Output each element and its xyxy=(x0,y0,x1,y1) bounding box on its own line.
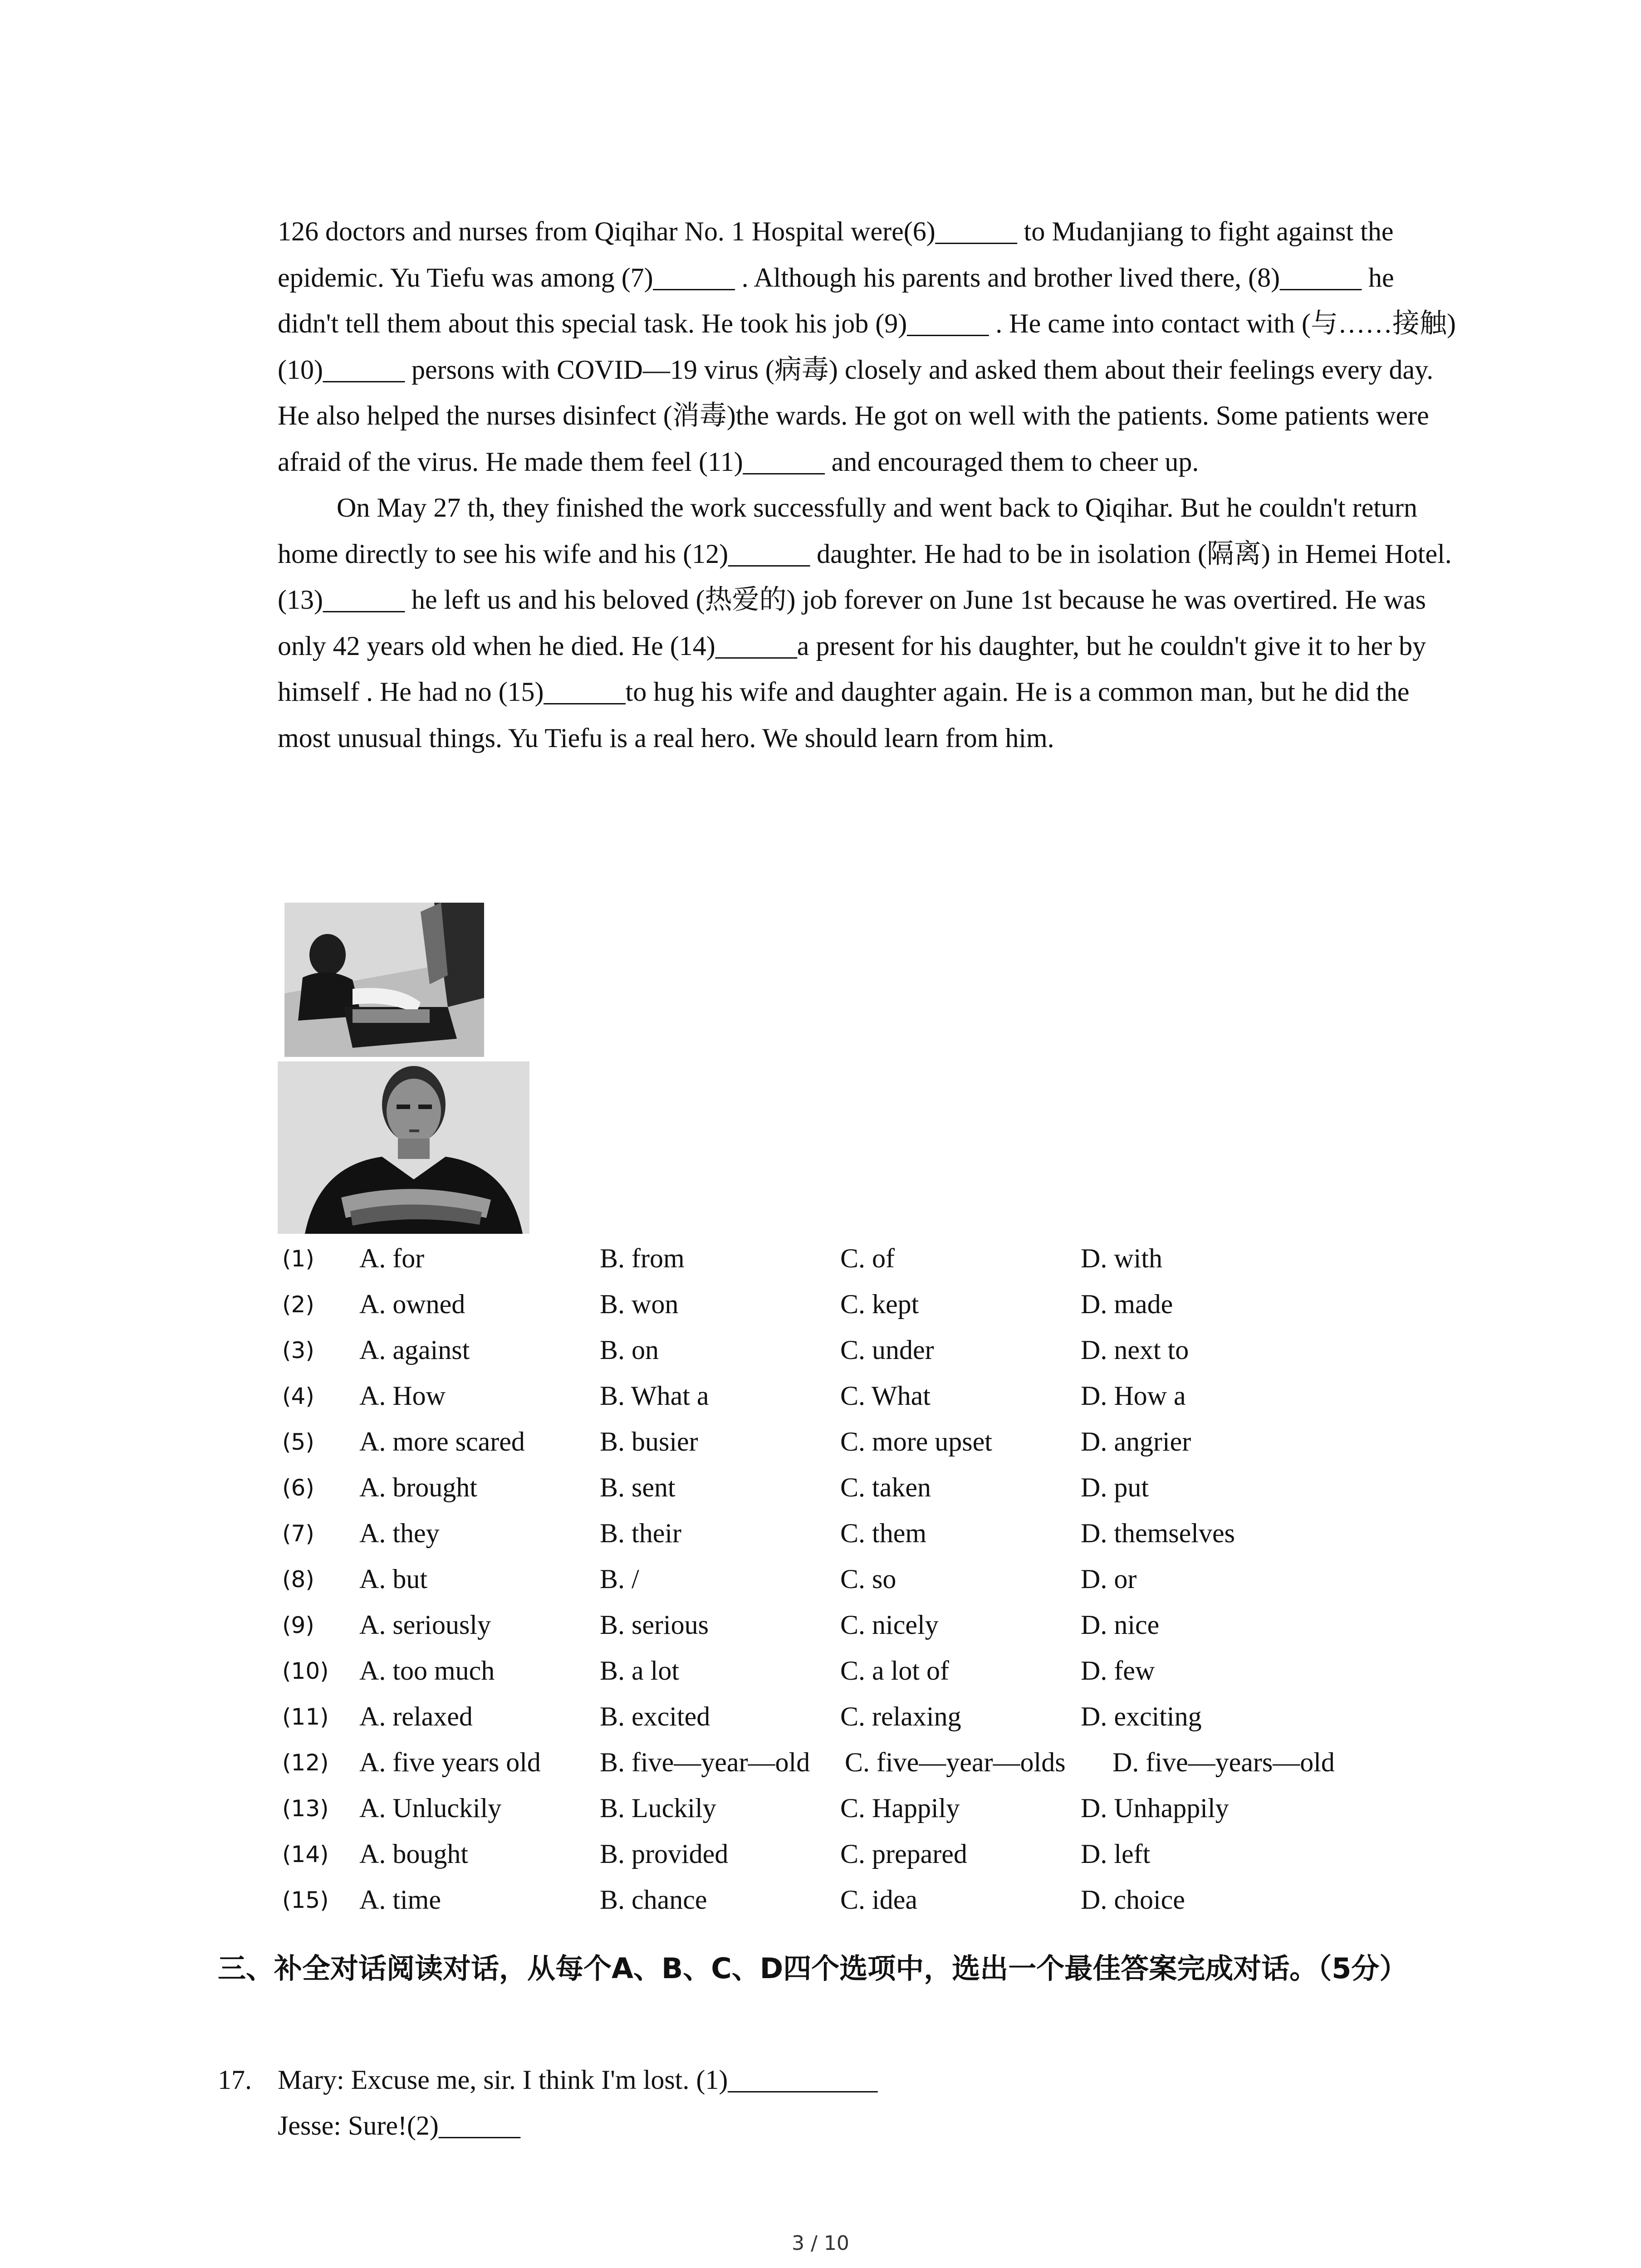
option-b: B. chance xyxy=(600,1885,707,1915)
option-number: (1) xyxy=(282,1246,314,1272)
option-number: (7) xyxy=(282,1520,314,1547)
option-a: A. but xyxy=(359,1564,427,1594)
option-row xyxy=(278,1518,1457,1564)
option-a: A. owned xyxy=(359,1289,465,1319)
option-number: (10) xyxy=(282,1658,329,1684)
option-d: D. made xyxy=(1081,1289,1173,1319)
option-c: C. kept xyxy=(840,1289,919,1319)
question-line xyxy=(218,2057,1443,2103)
option-b: B. serious xyxy=(600,1610,709,1640)
question-17 xyxy=(218,2057,1443,2149)
option-b: B. sent xyxy=(600,1472,676,1502)
option-d: D. put xyxy=(1081,1472,1149,1502)
option-c: C. under xyxy=(840,1335,934,1365)
option-c: C. a lot of xyxy=(840,1656,949,1686)
photo-yu-tiefu-at-work xyxy=(284,903,484,1057)
option-number: (9) xyxy=(282,1612,314,1638)
option-d: D. nice xyxy=(1081,1610,1160,1640)
option-d: D. choice xyxy=(1081,1885,1185,1915)
option-row xyxy=(278,1701,1457,1747)
option-b: B. busier xyxy=(600,1427,698,1457)
option-row xyxy=(278,1838,1457,1884)
page-number: 3 / 10 xyxy=(792,2232,849,2255)
option-c: C. taken xyxy=(840,1472,931,1502)
option-d: D. How a xyxy=(1081,1381,1186,1411)
option-c: C. more upset xyxy=(840,1427,992,1457)
option-number: (8) xyxy=(282,1566,314,1593)
option-number: (3) xyxy=(282,1337,314,1364)
option-c: C. five—year—olds xyxy=(845,1747,1066,1777)
option-c: C. nicely xyxy=(840,1610,939,1640)
option-row xyxy=(278,1289,1457,1334)
option-b: B. Luckily xyxy=(600,1793,716,1823)
option-c: C. Happily xyxy=(840,1793,960,1823)
question-number: 17. xyxy=(218,2065,252,2095)
dialogue-line-jesse: Jesse: Sure!(2)______ xyxy=(278,2111,520,2141)
photo-yu-tiefu-portrait xyxy=(278,1061,529,1234)
option-a: A. How xyxy=(359,1381,446,1411)
option-d: D. few xyxy=(1081,1656,1155,1686)
option-b: B. What a xyxy=(600,1381,709,1411)
option-b: B. five—year—old xyxy=(600,1747,810,1777)
option-a: A. bought xyxy=(359,1839,468,1869)
dialogue-line-mary: Mary: Excuse me, sir. I think I'm lost. (1)___________ xyxy=(278,2065,878,2095)
option-row xyxy=(278,1884,1457,1930)
option-d: D. exciting xyxy=(1081,1701,1202,1731)
option-b: B. provided xyxy=(600,1839,729,1869)
passage-paragraph-1: 126 doctors and nurses from Qiqihar No. 1 Hospital were(6)______ to Mudanjiang to fight against the epidemic. Yu Tiefu was among (7)______ . Although his parents and brother lived there, (8)______ he didn't tell them about this special task. He took his job (9)______ . He came into contact with (与……接触)(10)______ persons with COVID—19 virus (病毒) closely and asked them about their feelings every day. He also helped the nurses disinfect (消毒)the wards. He got on well with the patients. Some patients were afraid of the virus. He made them feel (11)______ and encouraged them to cheer up. xyxy=(278,216,1456,477)
option-d: D. with xyxy=(1081,1243,1162,1273)
option-d: D. angrier xyxy=(1081,1427,1191,1457)
option-b: B. a lot xyxy=(600,1656,679,1686)
passage xyxy=(278,209,1457,761)
option-row xyxy=(278,1426,1457,1472)
option-row xyxy=(278,1793,1457,1838)
option-a: A. they xyxy=(359,1518,440,1548)
option-c: C. so xyxy=(840,1564,896,1594)
option-c: C. prepared xyxy=(840,1839,967,1869)
option-number: (6) xyxy=(282,1475,314,1501)
option-d: D. five—years—old xyxy=(1112,1747,1335,1777)
option-c: C. them xyxy=(840,1518,926,1548)
section-heading: 三、补全对话阅读对话，从每个A、B、C、D四个选项中，选出一个最佳答案完成对话。（5分） xyxy=(218,1952,1408,1985)
option-number: (12) xyxy=(282,1750,329,1776)
option-number: (15) xyxy=(282,1887,329,1913)
option-a: A. five years old xyxy=(359,1747,541,1777)
option-c: C. idea xyxy=(840,1885,917,1915)
option-number: (4) xyxy=(282,1383,314,1409)
option-number: (11) xyxy=(282,1704,329,1730)
option-b: B. won xyxy=(600,1289,679,1319)
option-a: A. relaxed xyxy=(359,1701,473,1731)
option-row xyxy=(278,1609,1457,1655)
option-row xyxy=(278,1380,1457,1426)
options-list xyxy=(278,1243,1457,1930)
option-a: A. time xyxy=(359,1885,441,1915)
option-a: A. seriously xyxy=(359,1610,491,1640)
option-row xyxy=(278,1334,1457,1380)
passage-paragraph-2: On May 27 th, they finished the work successfully and went back to Qiqihar. But he couldn't return home directly to see his wife and his (12)______ daughter. He had to be in isolation (隔离) in Hemei Hotel. (13)______ he left us and his beloved (热爱的) job forever on June 1st because he was overtired. He was only 42 years old when he died. He (14)______a present for his daughter, but he couldn't give it to her by himself . He had no (15)______to hug his wife and daughter again. He is a common man, but he did the most unusual things. Yu Tiefu is a real hero. We should learn from him. xyxy=(278,493,1452,753)
option-number: (13) xyxy=(282,1795,329,1822)
option-d: D. Unhappily xyxy=(1081,1793,1229,1823)
option-c: C. What xyxy=(840,1381,931,1411)
option-d: D. themselves xyxy=(1081,1518,1235,1548)
option-d: D. or xyxy=(1081,1564,1137,1594)
option-c: C. relaxing xyxy=(840,1701,961,1731)
option-b: B. their xyxy=(600,1518,681,1548)
option-a: A. for xyxy=(359,1243,425,1273)
option-number: (14) xyxy=(282,1841,329,1867)
option-b: B. on xyxy=(600,1335,659,1365)
photo-group xyxy=(278,903,532,1234)
option-row xyxy=(278,1564,1457,1609)
option-b: B. excited xyxy=(600,1701,710,1731)
option-a: A. too much xyxy=(359,1656,495,1686)
option-a: A. more scared xyxy=(359,1427,525,1457)
option-row xyxy=(278,1747,1457,1793)
option-row xyxy=(278,1655,1457,1701)
option-a: A. against xyxy=(359,1335,470,1365)
option-row xyxy=(278,1472,1457,1518)
option-a: A. brought xyxy=(359,1472,477,1502)
option-b: B. from xyxy=(600,1243,685,1273)
option-d: D. next to xyxy=(1081,1335,1189,1365)
option-d: D. left xyxy=(1081,1839,1151,1869)
option-a: A. Unluckily xyxy=(359,1793,502,1823)
option-row xyxy=(278,1243,1457,1289)
option-number: (5) xyxy=(282,1429,314,1455)
option-number: (2) xyxy=(282,1291,314,1318)
option-c: C. of xyxy=(840,1243,895,1273)
option-b: B. / xyxy=(600,1564,639,1594)
